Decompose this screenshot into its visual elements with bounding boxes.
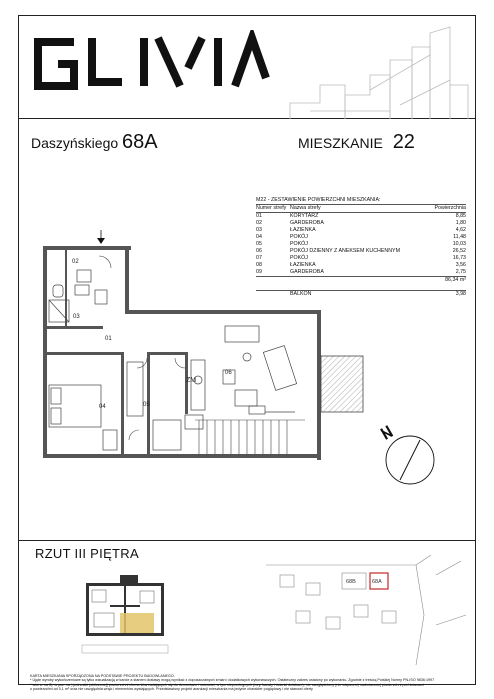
row-area: 10,03 <box>452 241 466 247</box>
row-area: 8,85 <box>455 213 466 219</box>
row-name: ŁAZIENKA <box>290 262 316 268</box>
row-number: 01 <box>256 213 262 219</box>
row-area: 16,73 <box>452 255 466 261</box>
footnote <box>30 674 470 692</box>
row-number: 04 <box>256 234 262 240</box>
row-name: GARDEROBA <box>290 269 324 275</box>
floor-key-plan <box>80 565 170 660</box>
row-number: 03 <box>256 227 262 233</box>
skyline-decoration <box>250 25 476 119</box>
door-swings <box>99 256 185 440</box>
row-area: 3,56 <box>455 262 466 268</box>
area-total: 86,34 m² <box>445 277 466 283</box>
footnote-line: * Ujęte wyroby wykończeniowe są tylko wizualizacją w karcie a stanem dostawy mogą wynikać z dopuszczalnych zmian i dodatkowych wykonawczych. Ostateczny zakres ustalony po wykonaniu. Zgodnie z treścią Polskiej Normy PN-ISO 9836:1997 <box>30 678 435 683</box>
floor-plan <box>35 230 370 465</box>
building-label-b: 68B <box>346 579 356 585</box>
street-name: Daszyńskiego <box>31 135 119 151</box>
row-name: KORYTARZ <box>290 213 319 219</box>
row-area: 11,48 <box>453 234 466 240</box>
footnote-line: o powierzchni od 0,1 m² oraz nie uwzględnia wnęk i elementów wystających. Przedstawiony projekt aranżacji mieszkania ma jedynie charakter poglądowy i nie stanowi oferty <box>30 687 313 692</box>
footnote-line: * w/w u. na 3). w poz. na ) jednostki (obliczonej) powierzchni elementów nadających się do demontażu i nośności, w tym nieprzelegnych (rury, kanały i ścianki działowe), nie uwzględniony (nie włączono) nadmiarowej powierzchni pod ścianami <box>30 682 425 687</box>
table-row <box>256 220 466 227</box>
apartment-number: 22 <box>392 131 415 153</box>
room-label: 02 <box>72 259 79 265</box>
row-name: ŁAZIENKA <box>290 227 316 233</box>
row-number: 02 <box>256 220 262 226</box>
entrance-arrow-icon <box>97 230 105 244</box>
row-name: POKÓJ <box>290 234 308 240</box>
zm-label: ZM <box>186 377 197 384</box>
row-area: 26,52 <box>452 248 466 254</box>
balcony-hatch <box>321 356 363 412</box>
table-row <box>256 213 466 220</box>
room-label: 04 <box>99 404 106 410</box>
row-number: 06 <box>256 248 262 254</box>
plan-divider <box>18 540 476 541</box>
header-number: Numer strefy <box>256 205 287 211</box>
footnote-line: KARTA MIESZKANIA SPORZĄDZONA NA PODSTAWIE PROJEKTU BUDOWLANEGO. <box>30 674 175 678</box>
row-name: GARDEROBA <box>290 220 324 226</box>
header-area: Powierzchnia <box>434 205 466 211</box>
room-label: 05 <box>143 402 150 408</box>
row-area: 2,75 <box>455 269 466 275</box>
row-number: 08 <box>256 262 262 268</box>
header-name: Nazwa strefy <box>290 205 321 211</box>
living-room-furniture <box>223 326 297 414</box>
row-number: 05 <box>256 241 262 247</box>
apartment-heading <box>298 131 415 154</box>
building-number: 68A <box>122 131 158 153</box>
room-label: 03 <box>73 314 80 320</box>
area-table-header <box>256 205 466 213</box>
floor-title: RZUT III PIĘTRA <box>35 546 139 561</box>
bedroom-furniture <box>49 385 117 450</box>
stairs <box>195 420 305 454</box>
room-label: 01 <box>105 336 112 342</box>
area-table-title: M22 - ZESTAWIENIE POWIERZCHNI MIESZKANIA: <box>256 197 466 205</box>
apartment-label: MIESZKANIE <box>298 135 383 151</box>
balcony-area: 3,98 <box>455 291 466 297</box>
room-label: 06 <box>225 370 232 376</box>
row-name: POKÓJ <box>290 255 308 261</box>
address <box>31 131 158 154</box>
compass-icon <box>370 420 440 490</box>
balcony-label: BALKON <box>290 291 312 297</box>
apartment-highlight <box>120 613 154 633</box>
row-name: POKÓJ DZIENNY Z ANEKSEM KUCHENNYM <box>290 248 400 254</box>
row-number: 07 <box>256 255 262 261</box>
row-name: POKÓJ <box>290 241 308 247</box>
row-number: 09 <box>256 269 262 275</box>
site-plan <box>266 555 476 670</box>
row-area: 1,80 <box>455 220 466 226</box>
row-area: 4,62 <box>455 227 466 233</box>
building-label-a: 68A <box>372 579 382 585</box>
glivia-logo <box>30 30 270 90</box>
room05-furniture <box>127 360 205 450</box>
